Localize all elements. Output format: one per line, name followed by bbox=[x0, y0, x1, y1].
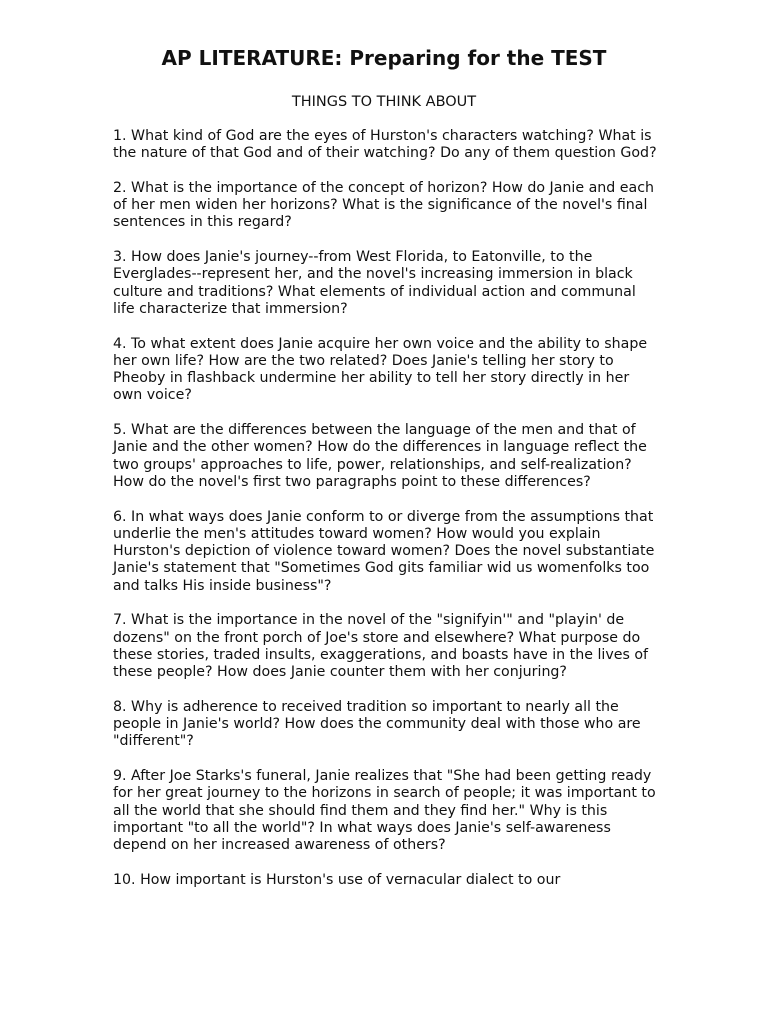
question-list bbox=[113, 128, 658, 906]
question-item-4: 4. To what extent does Janie acquire her own voice and the ability to shape her own life? How are the two related? Does Janie's telling her story to Pheoby in flashback undermine her ability to tell her story directly in her own voice? bbox=[113, 335, 648, 404]
question-item-7: 7. What is the importance in the novel of the "signifyin'" and "playin' de dozens" on the front porch of Joe's store and elsewhere? What purpose do these stories, traded insults, exaggerations, and boasts have in the lives of these people? How does Janie counter them with her conjuring? bbox=[113, 612, 649, 681]
document-title: AP LITERATURE: Preparing for the TEST bbox=[161, 46, 607, 70]
question-item-10: 10. How important is Hurston's use of vernacular dialect to our bbox=[113, 871, 561, 888]
question-item-1: 1. What kind of God are the eyes of Hurston's characters watching? What is the nature of that God and of their watching? Do any of them question God? bbox=[113, 128, 657, 162]
question-item-8: 8. Why is adherence to received tradition so important to nearly all the people in Janie's world? How does the community deal with those who are "different"? bbox=[113, 698, 641, 750]
question-item-2: 2. What is the importance of the concept of horizon? How do Janie and each of her men widen her horizons? What is the significance of the novel's final sentences in this regard? bbox=[113, 179, 655, 231]
question-item-6: 6. In what ways does Janie conform to or diverge from the assumptions that underlie the men's attitudes toward women? How would you explain Hurston's depiction of violence toward women? Does the novel substantiate Janie's statement that "Sometimes God gits familiar wid us womenfolks too and talks His inside business"? bbox=[113, 508, 655, 594]
question-item-9: 9. After Joe Starks's funeral, Janie realizes that "She had been getting ready for her great journey to the horizons in search of people; it was important to all the world that she should find them and they find her." Why is this important "to all the world"? In what ways does Janie's self-awareness depend on her increased awareness of others? bbox=[113, 767, 656, 854]
document-subtitle: THINGS TO THINK ABOUT bbox=[291, 94, 477, 110]
question-item-3: 3. How does Janie's journey--from West Florida, to Eatonville, to the Everglades--represent her, and the novel's increasing immersion in black culture and traditions? What elements of individual action and communal life characterize that immersion? bbox=[113, 249, 636, 317]
question-item-5: 5. What are the differences between the language of the men and that of Janie and the other women? How do the differences in language reflect the two groups' approaches to life, power, relationships, and self-realization? How do the novel's first two paragraphs point to these differences? bbox=[113, 422, 647, 490]
